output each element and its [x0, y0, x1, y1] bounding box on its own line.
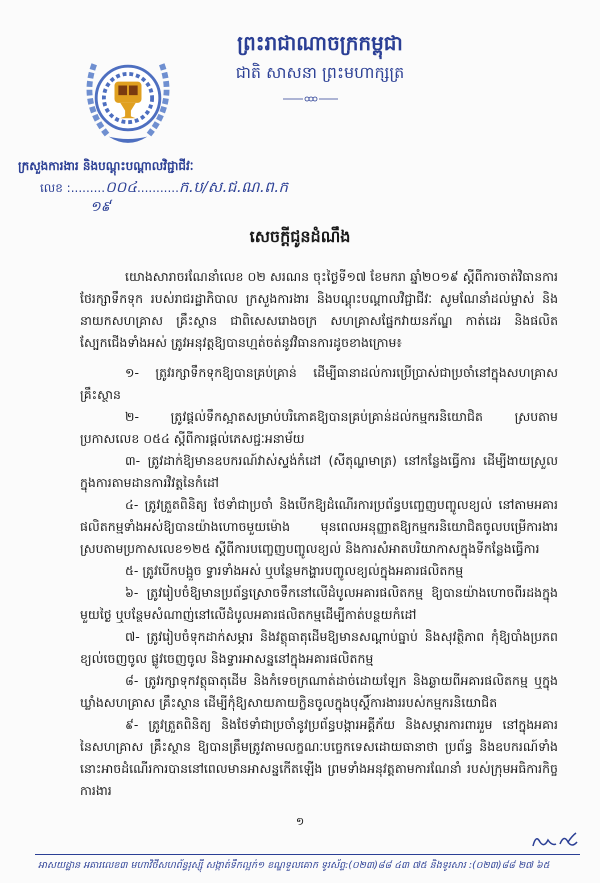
ref-suffix: ក.ប/ស.ជ.ណ.ព.ក — [178, 178, 289, 196]
footer-address: អាសយដ្ឋាន អគារលេខ៣ មហាវិថីសហព័ន្ធរុស្ស៊ី សង្កាត់ទឹកល្អក់១ ខណ្ឌទួលគោក ទូរស័ព្ទ:(០២៣)៨៨ ៤៣ ៧៥ និងទូរសារ :(០២៣)៨៨ ២៧ ៦៥ — [38, 860, 550, 871]
ref-dots: ......... — [70, 181, 106, 195]
ref-label: លេខ : — [40, 181, 71, 195]
ref-dots: ........... — [136, 181, 179, 195]
list-item: ៧- ត្រូវរៀបចំទុកដាក់សម្ភារ និងវត្ថុធាតុដើមឱ្យមានសណ្តាប់ធ្នាប់ និងសុវត្ថិភាព កុំឱ្យបាំងប្រភពខ្យល់ចេញចូល ផ្លូវចេញចូល និងទ្វារអាសន្ននៅក្នុងអគារផលិតកម្ម — [80, 629, 558, 666]
ministry-name: ក្រសួងការងារ និងបណ្តុះបណ្តាលវិជ្ជាជីវៈ — [18, 159, 194, 173]
list-item: ១- ត្រូវរក្សាទឹកទុកឱ្យបានគ្រប់គ្រាន់ ដើម្បីធានាដល់ការប្រើប្រាស់ជាប្រចាំនៅក្នុងសហគ្រាស គ្រឹះស្ថាន — [80, 365, 558, 402]
document-title: សេចក្តីជូនដំណឹង — [249, 227, 351, 246]
letterhead — [0, 0, 600, 155]
ornament-divider — [283, 95, 338, 103]
ref-number: ០០៤ — [105, 178, 137, 196]
list-item: ៥- ត្រូវបើកបង្អួច ទ្វារទាំងអស់ ឬបន្ថែមកង្ហារបញ្ចូលខ្យល់ក្នុងអគារផលិតកម្ម — [125, 563, 464, 578]
list-item: ៩- ត្រូវត្រួតពិនិត្យ និងថែទាំជាប្រចាំនូវប្រព័ន្ធបង្ការអគ្គីភ័យ និងសម្ភារការពាររួម នៅក្នុងអគារនៃសហគ្រាស គ្រឹះស្ថាន ឱ្យបានត្រឹមត្រូវតាមលក្ខណៈបច្ចេកទេសដោយធានាថា ប្រព័ន្ធ និងឧបករណ៍ទាំងនោះអាចដំណើរការបាននៅពេលមានអាសន្នកើតឡើង ព្រមទាំងអនុវត្តតាមការណែនាំ របស់ក្រុមអធិការកិច្ចការងារ — [80, 717, 558, 798]
intro-paragraph: យោងសារាចរណែនាំលេខ ០២ សរណន ចុះថ្ងៃទី១៧ ខែមករា ឆ្នាំ២០១៩ ស្តីពីការចាត់វិធានការថែរក្សាទឹកទុក របស់រាជរដ្ឋាភិបាល ក្រសួងការងារ និងបណ្តុះបណ្តាលវិជ្ជាជីវៈ សូមណែនាំដល់ម្ចាស់ និងនាយកសហគ្រាស គ្រឹះស្ថាន ជាពិសេសរោងចក្រ សហគ្រាសផ្នែកវាយនភ័ណ្ឌ កាត់ដេរ និងផលិតស្បែកជើងទាំងអស់ ត្រូវអនុវត្តឱ្យបានហ្មត់ចត់នូវវិធានការដូចខាងក្រោម៖ — [80, 269, 558, 350]
national-motto: ជាតិ សាសនា ព្រះមហាក្សត្រ — [235, 63, 405, 82]
ref-year: ១៩ — [90, 199, 111, 215]
kingdom-heading: ព្រះរាជាណាចក្រកម្ពុជា — [237, 31, 403, 55]
list-item: ៤- ត្រូវត្រួតពិនិត្យ ថែទាំជាប្រចាំ និងបើកឱ្យដំណើរការប្រព័ន្ធបញ្ចេញបញ្ចូលខ្យល់ នៅតាមអគារផលិតកម្មទាំងអស់ឱ្យបានយ៉ាងហោចមួយម៉ោង មុនពេលអនុញ្ញាតឱ្យកម្មករនិយោជិតចូលបម្រើការងារ ស្របតាមប្រកាសលេខ១២៥ ស្តីពីការបញ្ចេញបញ្ចូលខ្យល់ និងការសំអាតបរិយាកាសក្នុងទីកន្លែងធ្វើការ — [80, 497, 558, 556]
list-item: ២- ត្រូវផ្តល់ទឹកស្អាតសម្រាប់បរិភោគឱ្យបានគ្រប់គ្រាន់ដល់កម្មករនិយោជិត ស្របតាមប្រកាសលេខ ០៥៤ ស្តីពីការផ្តល់ភេសជ្ជៈអនាម័យ — [80, 409, 558, 446]
list-item: ៣- ត្រូវដាក់ឱ្យមានឧបករណ៍វាស់ស្ទង់កំដៅ (សីតុណ្ហមាត្រ) នៅកន្លែងធ្វើការ ដើម្បីងាយស្រួលក្នុងការតាមដានការវិវត្តនៃកំដៅ — [80, 453, 558, 490]
reference-number — [40, 177, 600, 198]
footer-divider — [35, 854, 580, 855]
ministry-logo — [78, 45, 178, 153]
list-item: ៦- ត្រូវរៀបចំឱ្យមានប្រព័ន្ធស្រោចទឹកនៅលើដំបូលអគារផលិតកម្ម ឱ្យបានយ៉ាងហោចពីរដងក្នុងមួយថ្ងៃ ឬបន្ថែមសំណាញ់នៅលើដំបូលអគារផលិតកម្មដើម្បីកាត់បន្ថយកំដៅ — [80, 585, 558, 622]
list-item: ៨- ត្រូវរក្សាទុកវត្ថុធាតុដើម និងកំទេចក្រណាត់ដាច់ដោយឡែក និងឆ្ងាយពីអគារផលិតកម្ម ឬក្នុងឃ្លាំងសហគ្រាស គ្រឹះស្ថាន ដើម្បីកុំឱ្យសាយភាយក្លិនចូលក្នុងបុស្តិ៍ការងាររបស់កម្មករនិយោជិត — [80, 673, 558, 710]
document-body — [80, 266, 558, 802]
page-number: ១ — [295, 815, 305, 828]
signature-row — [0, 830, 600, 854]
